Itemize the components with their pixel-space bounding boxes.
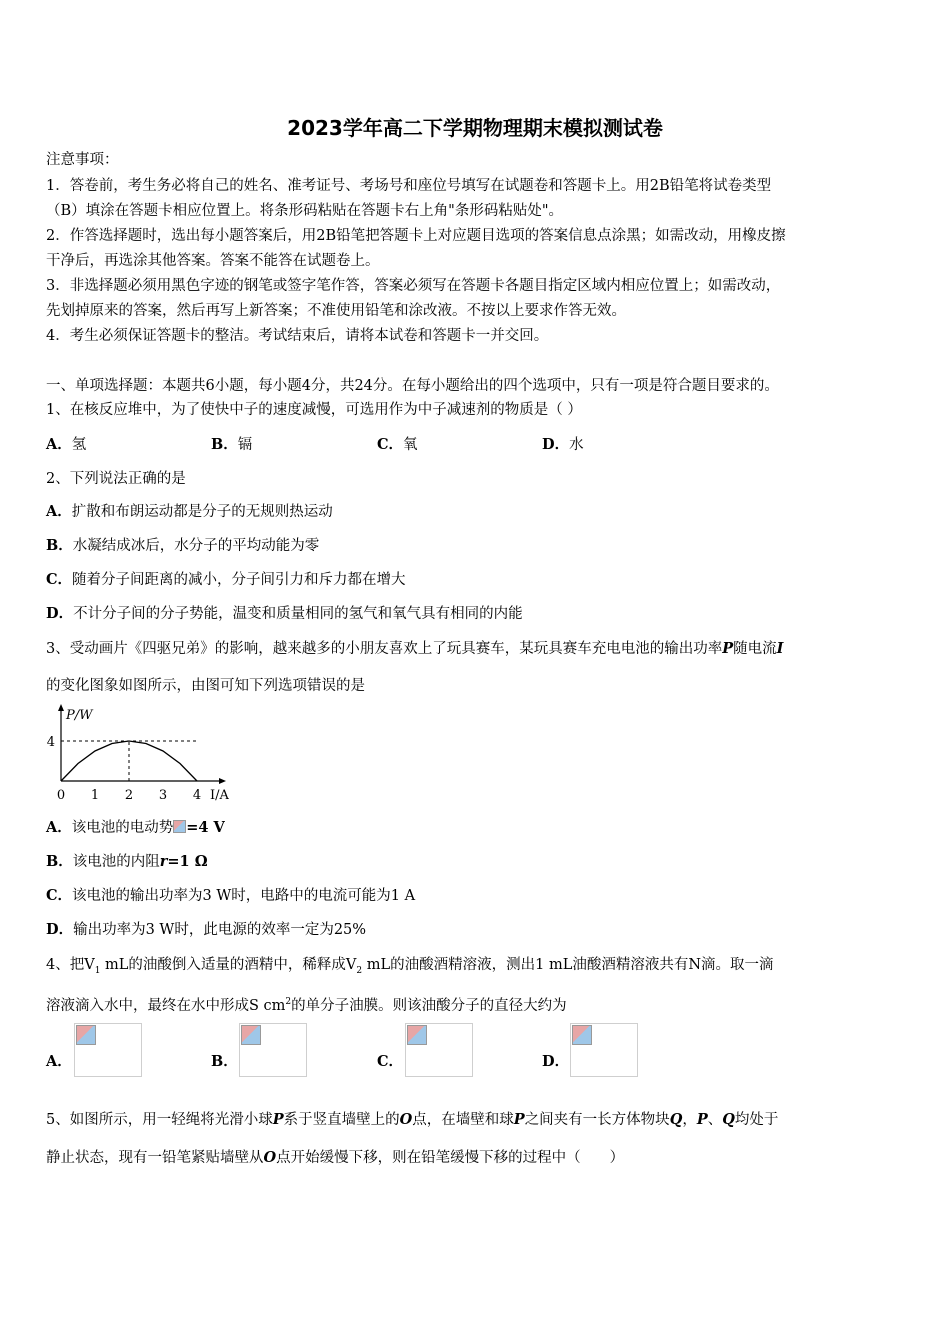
y-axis-label: P/W [66, 708, 93, 723]
q2-option-d: D．不计分子间的分子势能，温变和质量相同的氢气和氧气具有相同的内能 [46, 605, 523, 622]
question-5-stem-line-2: 静止状态，现有一铅笔紧贴墙壁从O点开始缓慢下移，则在铅笔缓慢下移的过程中（ ） [46, 1149, 625, 1166]
broken-image-icon [241, 1025, 261, 1045]
x-axis-arrow [219, 778, 226, 784]
notice-line-2: （B）填涂在答题卡相应位置上。将条形码粘贴在答题卡右上角"条形码粘贴处"。 [46, 203, 563, 219]
q4-option-a-label: A． [46, 1053, 72, 1070]
q4-option-d-image [570, 1023, 638, 1077]
q2-option-b: B．水凝结成冰后，水分子的平均动能为零 [46, 537, 320, 554]
notice-line-7: 4．考生必须保证答题卡的整洁。考试结束后，请将本试卷和答题卡一并交回。 [46, 328, 549, 344]
broken-image-icon [572, 1025, 592, 1045]
y-axis-arrow [58, 704, 64, 711]
q1-option-c: C．氧 [377, 436, 418, 453]
broken-image-icon [173, 820, 186, 833]
q4-option-b-image [239, 1023, 307, 1077]
x-tick-label: 2 [124, 788, 134, 803]
q2-option-c: C．随着分子间距离的减小，分子间引力和斥力都在增大 [46, 571, 406, 588]
q1-option-a: A．氢 [46, 436, 87, 453]
notice-line-5: 3．非选择题必须用黑色字迹的钢笔或签字笔作答，答案必须写在答题卡各题目指定区域内相应位置上；如需改动， [46, 278, 781, 294]
x-tick-label: 4 [192, 788, 202, 803]
question-4-stem-line-2: 溶液滴入水中，最终在水中形成S $cm^2$的单分子油膜。则该油酸分子的直径大约为 [46, 997, 567, 1014]
notice-line-4: 干净后，再选涂其他答案。答案不能答在试题卷上。 [46, 253, 380, 269]
x-tick-label: 3 [158, 788, 168, 803]
power-current-chart [40, 703, 240, 803]
x-tick-label: 0 [56, 788, 66, 803]
question-1-stem: 1、在核反应堆中，为了使快中子的速度减慢，可选用作为中子减速剂的物质是（ ） [46, 402, 582, 418]
notice-line-3: 2．作答选择题时，选出每小题答案后，用2B铅笔把答题卡上对应题目选项的答案信息点涂黑；如需改动，用橡皮擦 [46, 228, 786, 244]
notice-line-6: 先划掉原来的答案，然后再写上新答案；不准使用铅笔和涂改液。不按以上要求作答无效。 [46, 303, 626, 319]
x-axis-label: I/A [210, 788, 229, 803]
q1-option-b: B．镉 [211, 436, 253, 453]
q4-option-c-label: C． [377, 1053, 404, 1070]
q4-option-d-label: D． [542, 1053, 570, 1070]
notice-line-1: 1．答卷前，考生务必将自己的姓名、准考证号、考场号和座位号填写在试题卷和答题卡上。用2B铅笔将试卷类型 [46, 178, 772, 194]
x-tick-label: 1 [90, 788, 100, 803]
broken-image-icon [76, 1025, 96, 1045]
q3-option-d: D．输出功率为3 W时，此电源的效率一定为25% [46, 921, 367, 938]
q4-option-b-label: B． [211, 1053, 238, 1070]
q4-option-c-image [405, 1023, 473, 1077]
question-3-stem-line-2: 的变化图象如图所示，由图可知下列选项错误的是 [46, 678, 365, 694]
q3-option-a: A．该电池的电动势 =4 V [46, 819, 225, 836]
section-heading: 一、单项选择题：本题共6小题，每小题4分，共24分。在每小题给出的四个选项中，只有一项是符合题目要求的。 [46, 378, 779, 394]
question-5-stem-line-1: 5、如图所示，用一轻绳将光滑小球P系于竖直墙壁上的O点，在墙壁和球P之间夹有一长方体物块Q，P、Q均处于 [46, 1111, 779, 1128]
page-title: 2023学年高二下学期物理期末模拟测试卷 [287, 116, 663, 140]
question-3-stem-line-1: 3、受动画片《四驱兄弟》的影响，越来越多的小朋友喜欢上了玩具赛车，某玩具赛车充电电池的输出功率P随电流I [46, 640, 784, 657]
q2-option-a: A．扩散和布朗运动都是分子的无规则热运动 [46, 503, 333, 520]
broken-image-icon [407, 1025, 427, 1045]
q3-option-b: B．该电池的内阻r=1 Ω [46, 853, 208, 870]
question-4-stem-line-1: 4、把$V_1$ mL的油酸倒入适量的酒精中，稀释成$V_2$ mL的油酸酒精溶液，测出1 mL油酸酒精溶液共有N滴。取一滴 [46, 957, 774, 976]
q1-option-d: D．水 [542, 436, 584, 453]
y-tick-label: 4 [46, 735, 55, 750]
q4-option-a-image [74, 1023, 142, 1077]
question-2-stem: 2、下列说法正确的是 [46, 471, 186, 487]
notice-heading: 注意事项： [46, 152, 119, 168]
q3-option-c: C．该电池的输出功率为3 W时，电路中的电流可能为1 A [46, 887, 416, 904]
